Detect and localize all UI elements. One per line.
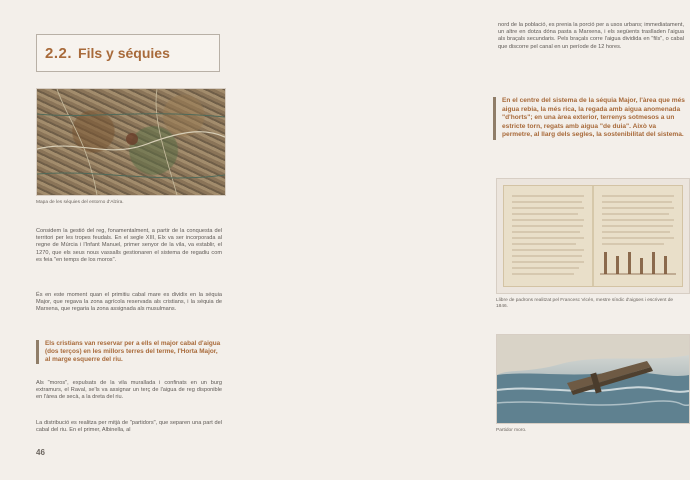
map-caption: Mapa de les séquies del entorno d'Alzira. (36, 200, 124, 205)
document-photo (496, 178, 690, 294)
water-photo (496, 334, 690, 424)
section-heading (36, 34, 220, 72)
left-column (0, 0, 240, 480)
water-caption: Partidor moro. (496, 428, 527, 433)
partidor-illustration (497, 335, 689, 423)
body-paragraph-1: Considem la gestió del reg, fonamentalment, a partir de la conquesta del territori per les tropes feudals. En el segle XIII, Elx va ser incorporada al regne de Múrcia i l'Infant Manuel, primer senyor de la vila, va establir, el 1270, que els seus nous vassalls gestionaren el sistema de regadiu com es feia "en temps de los moros". (36, 228, 222, 263)
highlight-callout: Els cristians van reservar per a ells el major cabal d'aigua (dos terços) en les millors terres del terme, l'Horta Major, al marge esquerre del riu. (36, 340, 222, 364)
document-caption: Llibre de padrons realitzat pel Francesc Vicén, mestre síndic d'aigües i escrivent de 1846. (496, 298, 674, 309)
map-illustration (37, 89, 225, 195)
right-column (240, 0, 685, 480)
manuscript-sheet (503, 185, 683, 287)
body-paragraph-top-right: nord de la població, es prenia la porció per a usos urbans; immediatament, un altre en dotza dóna pasta a Marxena, i els següents traslladen l'aigua als braçals secundaris. Pels braçals corre l'aigua dividida en "fils", o cabal que discorre pel canal en un període de 12 hores. (498, 22, 684, 50)
body-paragraph-2: És en este moment quan el primitiu cabal mare es dividix en la séquia Major, que regava la zona agrícola reservada als cristians, i la séquia de Marxena, que regaria la zona assignada als musulmans. (36, 292, 222, 313)
body-paragraph-4: La distribució es realitza per mitjà de "partidors", que separen una part del cabal del riu. En el primer, Albinella, al (36, 420, 222, 434)
page-number: 46 (36, 448, 45, 457)
section-title: Fils y séquies (78, 45, 170, 61)
section-number: 2.2. (45, 44, 73, 62)
pull-quote: En el centre del sistema de la séquia Major, l'àrea que més aigua rebia, la més rica, la regada amb aigua anomenada "d'horts"; en una àrea exterior, terrenys sotmesos a un estricte torn, regats amb aigua "de duia". Això va permetre, al llarg dels segles, la sostenibilitat del sistema. (493, 97, 687, 140)
manuscript-illustration (504, 186, 682, 286)
map-photo (36, 88, 226, 196)
body-paragraph-3: Als "moros", expulsats de la vila murallada i confinats en un burg extramurs, el Raval, se'ls va assignar un terç de l'aigua de reg disponible en l'àrea de secà, a la dreta del riu. (36, 380, 222, 401)
